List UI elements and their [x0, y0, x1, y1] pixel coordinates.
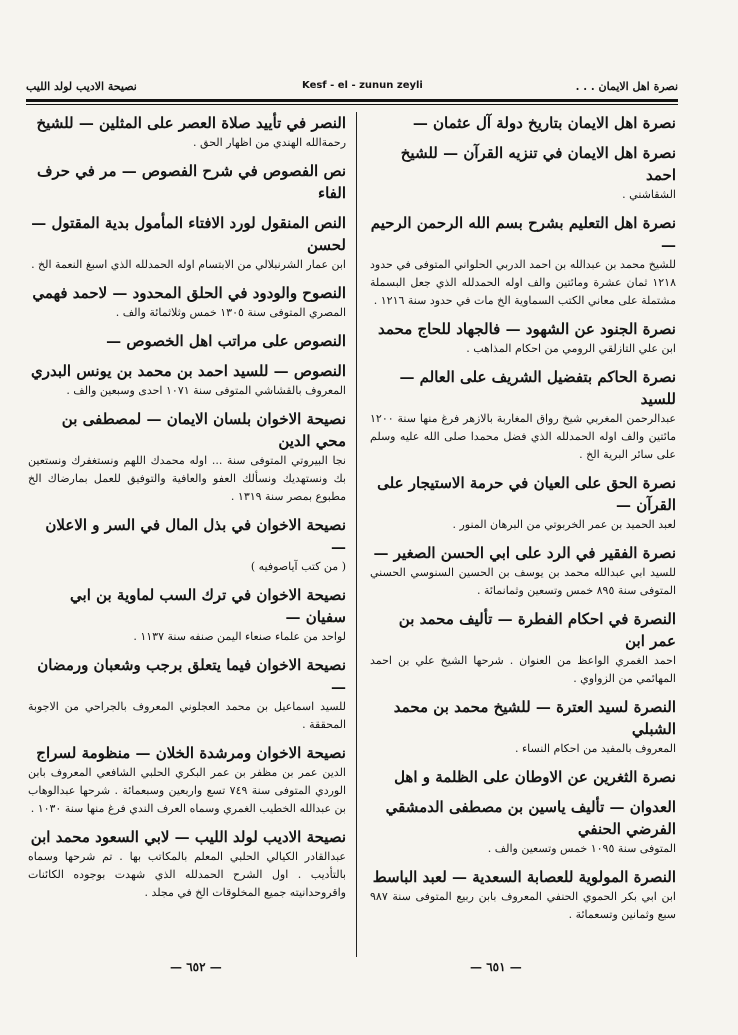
entry-title: العدوان — تأليف ياسين بن مصطفى الدمشقي الفرضي الحنفي [385, 798, 676, 838]
entry [370, 366, 676, 464]
entry [28, 514, 346, 576]
entry-description: احمد الغمري الواعظ من العنوان . شرحها الشيخ علي بن احمد المهائمي من الزواوي . [370, 654, 676, 685]
entry-title: النصرة لسيد العترة — للشيخ محمد بن محمد الشبلي [393, 698, 676, 738]
left-column [28, 112, 346, 910]
entry-description: المعروف بالمفيد من احكام النساء . [514, 742, 676, 755]
entry-title: نصيحة الاخوان فيما يتعلق برجب وشعبان ورمضان — [37, 656, 346, 696]
entry [370, 472, 676, 534]
entry-title: النصوص على مراتب اهل الخصوص — [106, 332, 346, 350]
entry-title: النصر في تأييد صلاة العصر على المثلين — للشيخ [36, 114, 346, 132]
entry-title: نصيحة الاديب لولد الليب — لابي السعود محمد ابن [30, 828, 346, 846]
entry-description: ابن ابي بكر الحموي الحنفي المعروف بابن ربيع المتوفى سنة ٩٨٧ سبع وثمانين وتسعمائة . [370, 890, 676, 921]
entry-title: النصوص — للسيد احمد بن محمد بن يونس البدري [30, 362, 346, 380]
entry-title: النص المنقول لورد الافتاء المأمول بدية المقتول — لحسن [31, 214, 346, 254]
header-left-title: نصيحة الاديب لولد الليب [26, 80, 137, 93]
entry-title: نصرة الثغرين عن الاوطان على الظلمة و اهل [394, 768, 676, 786]
entry [28, 826, 346, 902]
entry [370, 866, 676, 924]
entry-title: نصيحة الاخوان في بذل المال في السر و الاعلان — [45, 516, 346, 556]
entry-description: للسيد ابي عبدالله محمد بن يوسف بن الحسين السنوسي الحسني المتوفى سنة ٨٩٥ خمس وتسعين وثمانمائة . [370, 566, 676, 597]
entry [28, 742, 346, 818]
entry [28, 160, 346, 204]
header-rule [26, 99, 678, 102]
entry-title: نصرة الفقير في الرد على ابي الحسن الصغير — [373, 544, 676, 562]
entry-title: نصرة اهل الايمان بتاريخ دولة آل عثمان — [412, 114, 676, 132]
entry-description: لعبد الحميد بن عمر الخربوتي من البرهان المنور . [452, 518, 676, 531]
entry-description: المتوفى سنة ١٠٩٥ خمس وتسعين والف . [487, 842, 676, 855]
running-header [26, 76, 678, 98]
entry [28, 330, 346, 352]
header-right-title: نصرة اهل الايمان . . . [575, 80, 678, 93]
entry-description: للسيد اسماعيل بن محمد العجلوني المعروف بالجراحي من الاجوبة المحققة . [28, 700, 346, 731]
entry-title: النصرة المولوية للعصابة السعدية — لعبد الباسط [372, 868, 676, 886]
entry-description: رحمةالله الهندي من اظهار الحق . [193, 136, 346, 149]
entry [28, 212, 346, 274]
entry-description: عبدالرحمن المغربي شيخ رواق المغاربة بالازهر فرغ منها سنة ١٢٠٠ مائتين والف اوله الحمدلله الذي فضل محمدا صلى الله عليه وسلم على سائر البرية الخ . [370, 412, 676, 461]
entry-description: الشقاشني . [622, 188, 676, 201]
entry [370, 608, 676, 688]
entry-description: ابن عمار الشرنبلالي من الابتسام اوله الحمدلله الذي اسبغ النعمة الخ . [31, 258, 346, 271]
entry-description: نجا البيروتي المتوفى سنة ... اوله محمدك اللهم ونستغفرك ونستعين بك ونستهديك ونسألك العفو والعافية والتوفيق للعمل بمارضاك الخ مطبوع بمصر سنة ١٣١٩ . [28, 454, 346, 503]
entry-title: نصرة اهل التعليم بشرح بسم الله الرحمن الرحيم — [370, 214, 676, 254]
entry [370, 796, 676, 858]
entry-title: نصيحة الاخوان في ترك السب لماوية بن ابي سفيان — [70, 586, 346, 626]
entry-description: الدين عمر بن مظفر بن عمر البكري الحلبي الشافعي المعروف بابن الوردي المتوفى سنة ٧٤٩ تسع واربعين وسبعمائة . شرحها عبدالوهاب بن عبدالله الخطيب الغمري وسماه العرف الندي فرغ منها سنة ١٠٣٠ . [28, 766, 346, 815]
entry-description: عبدالقادر الكيالي الحلبي المعلم بالمكاتب بها . تم شرحها وسماه بالتأديب . اول الشرح الحمدلله الذي شهدت بوجوده الكائنات واقروحدانيته جميع المخلوقات الخ في مجلد . [28, 850, 346, 899]
header-rule-thin [26, 104, 678, 105]
entry-description: لواحد من علماء صنعاء اليمن صنفه سنة ١١٣٧ . [133, 630, 346, 643]
entry [370, 542, 676, 600]
entry-title: نص الفصوص في شرح الفصوص — مر في حرف الفاء [36, 162, 346, 202]
entry-title: نصيحة الاخوان ومرشدة الخلان — منظومة لسراج [36, 744, 346, 762]
entry-title: نصرة الحاكم بتفضيل الشريف على العالم — للسيد [399, 368, 676, 408]
entry [28, 112, 346, 152]
entry-title: النصرة في احكام الفطرة — تأليف محمد بن عمر ابن [398, 610, 676, 650]
entry [370, 696, 676, 758]
entry [370, 766, 676, 788]
entry [370, 112, 676, 134]
entry-description: للشيخ محمد بن عبدالله بن احمد الدربي الحلواني المتوفى في حدود ١٢١٨ ثمان عشرة ومائتين والف اوله الحمدلله الذي جعل البسملة مشتملة على معاني الكتب السماوية الخ مات في حدود سنة ١٢١٦ . [370, 258, 676, 307]
entry-title: النصوح والودود في الحلق المحدود — لاحمد فهمي [32, 284, 346, 302]
entry-description: ( من كتب آياصوفيه ) [250, 560, 346, 573]
column-divider [356, 112, 357, 957]
entry-title: نصرة الجنود عن الشهود — فالجهاد للحاج محمد [378, 320, 676, 338]
entry-description: المصري المتوفى سنة ١٣٠٥ خمس وثلاثمائة والف . [115, 306, 346, 319]
entry [370, 142, 676, 204]
entry [28, 408, 346, 506]
header-center-title: Kesf - el - zunun zeyli [302, 80, 423, 91]
entry [28, 282, 346, 322]
entry-title: نصيحة الاخوان بلسان الايمان — لمصطفى بن محي الدين [61, 410, 346, 450]
page-number-right: — ٦٥١ — [470, 960, 522, 974]
entry-description: المعروف بالقشاشي المتوفى سنة ١٠٧١ احدى وسبعين والف . [66, 384, 346, 397]
entry [370, 212, 676, 310]
entry [28, 654, 346, 734]
page-number-left: — ٦٥٢ — [170, 960, 222, 974]
entry [28, 360, 346, 400]
right-column [370, 112, 676, 932]
entry-title: نصرة اهل الايمان في تنزيه القرآن — للشيخ احمد [400, 144, 676, 184]
entry [28, 584, 346, 646]
entry-description: ابن علي التازلقي الرومي من احكام المذاهب . [466, 342, 676, 355]
entry-title: نصرة الحق على العيان في حرمة الاستيجار على القرآن — [377, 474, 676, 514]
entry [370, 318, 676, 358]
